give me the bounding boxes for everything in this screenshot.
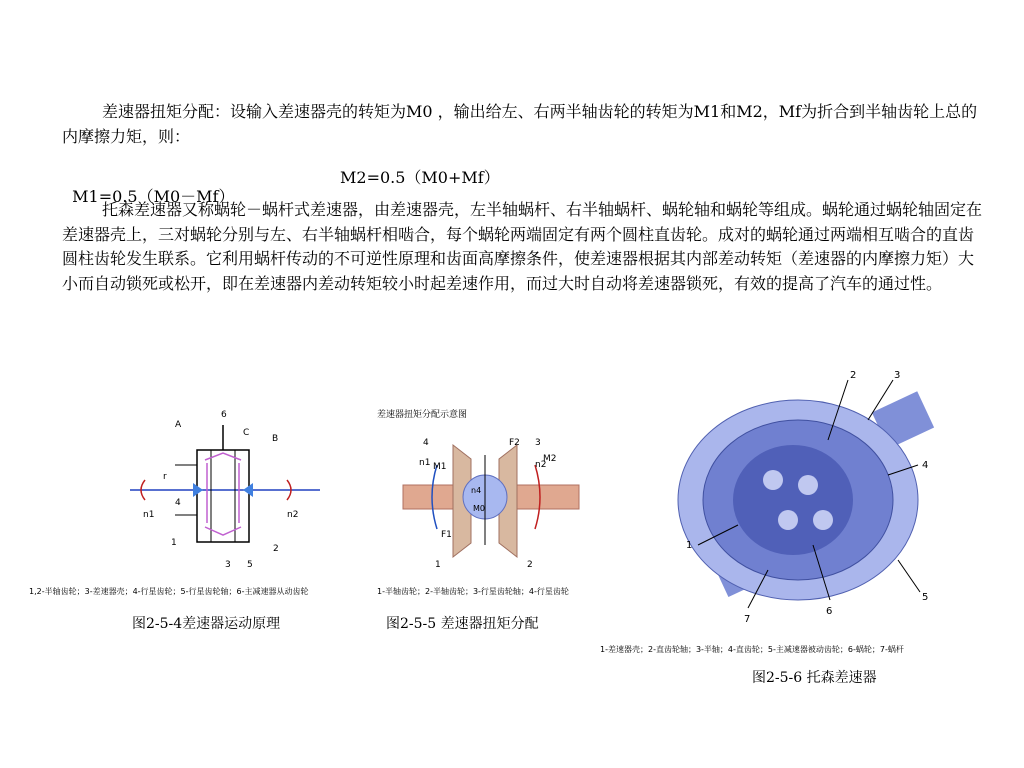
figure-torque-distribution <box>375 405 605 605</box>
label-a: A <box>175 420 182 430</box>
torsen-differential-illustration <box>598 360 990 660</box>
label-1: 1 <box>171 538 177 548</box>
label-c: C <box>243 428 250 438</box>
label-4: 4 <box>922 460 929 471</box>
fig2-title: 差速器扭矩分配示意图 <box>377 410 468 420</box>
label-3: 3 <box>225 560 231 570</box>
fig1-legend: 1,2-半轴齿轮；3-差速器壳；4-行星齿轮；5-行星齿轮轴；6-主减速器从动齿轮 <box>29 587 309 596</box>
label-f1: F1 <box>441 530 452 540</box>
label-n1: n1 <box>143 510 155 520</box>
label-n1: n1 <box>419 458 431 468</box>
label-5: 5 <box>247 560 253 570</box>
label-1: 1 <box>686 540 693 551</box>
label-f2: F2 <box>509 438 520 448</box>
label-n2: n2 <box>287 510 299 520</box>
label-4: 4 <box>175 498 181 508</box>
intro-paragraph: 差速器扭矩分配：设输入差速器壳的转矩为M0 ，输出给左、右两半轴齿轮的转矩为M1和M2，Mf为折合到半轴齿轮上总的内摩擦力矩，则： <box>62 102 978 146</box>
torsen-paragraph: 托森差速器又称蜗轮－蜗杆式差速器，由差速器壳，左半轴蜗杆、右半轴蜗杆、蜗轮轴和蜗轮等组成。蜗轮通过蜗轮轴固定在差速器壳上，三对蜗轮分别与左、右半轴蜗杆相啮合，每个蜗轮两端固定有两个圆柱直齿轮。成对的蜗轮通过两端相互啮合的直齿圆柱齿轮发生联系。它利用蜗杆传动的不可逆性原理和齿面高摩擦条件，使差速器根据其内部差动转矩（差速器的内摩擦力矩）大小而自动锁死或松开，即在差速器内差动转矩较小时起差速作用，而过大时自动将差速器锁死，有效的提高了汽车的通过性。 <box>62 200 983 293</box>
label-n4: n4 <box>471 486 482 495</box>
formula-m2: M2=0.5（M0+Mf） <box>340 168 500 187</box>
label-n2: n2 <box>535 460 547 470</box>
label-2: 2 <box>273 544 279 554</box>
label-2: 2 <box>850 370 857 381</box>
fig2-caption: 图2-5-5 差速器扭矩分配 <box>386 616 539 632</box>
label-3: 3 <box>894 370 901 381</box>
label-2: 2 <box>527 560 533 570</box>
label-r: r <box>163 472 167 482</box>
differential-principle-diagram <box>25 405 345 605</box>
label-6: 6 <box>826 606 833 617</box>
label-6: 6 <box>221 410 227 420</box>
label-b: B <box>272 434 279 444</box>
label-3: 3 <box>535 438 541 448</box>
fig1-caption: 图2-5-4差速器运动原理 <box>132 616 281 632</box>
label-m1: M1 <box>433 462 447 472</box>
torque-distribution-diagram <box>375 405 605 605</box>
formula-m1: M1=0.5（M0－Mf） <box>72 187 235 206</box>
label-7: 7 <box>744 614 751 625</box>
label-5: 5 <box>922 592 929 603</box>
figure-differential-principle <box>25 405 345 605</box>
fig3-legend: 1-差速器壳；2-直齿轮轴；3-半轴；4-直齿轮；5-主减速器被动齿轮；6-蜗轮；7-蜗杆 <box>600 645 904 654</box>
figure-torsen-differential <box>598 360 990 660</box>
label-m0: M0 <box>473 504 485 513</box>
fig3-caption: 图2-5-6 托森差速器 <box>752 670 877 686</box>
label-m2: M2 <box>543 454 557 464</box>
label-1: 1 <box>435 560 441 570</box>
label-4: 4 <box>423 438 429 448</box>
fig2-legend: 1-半轴齿轮；2-半轴齿轮；3-行星齿轮轴；4-行星齿轮 <box>377 587 569 596</box>
